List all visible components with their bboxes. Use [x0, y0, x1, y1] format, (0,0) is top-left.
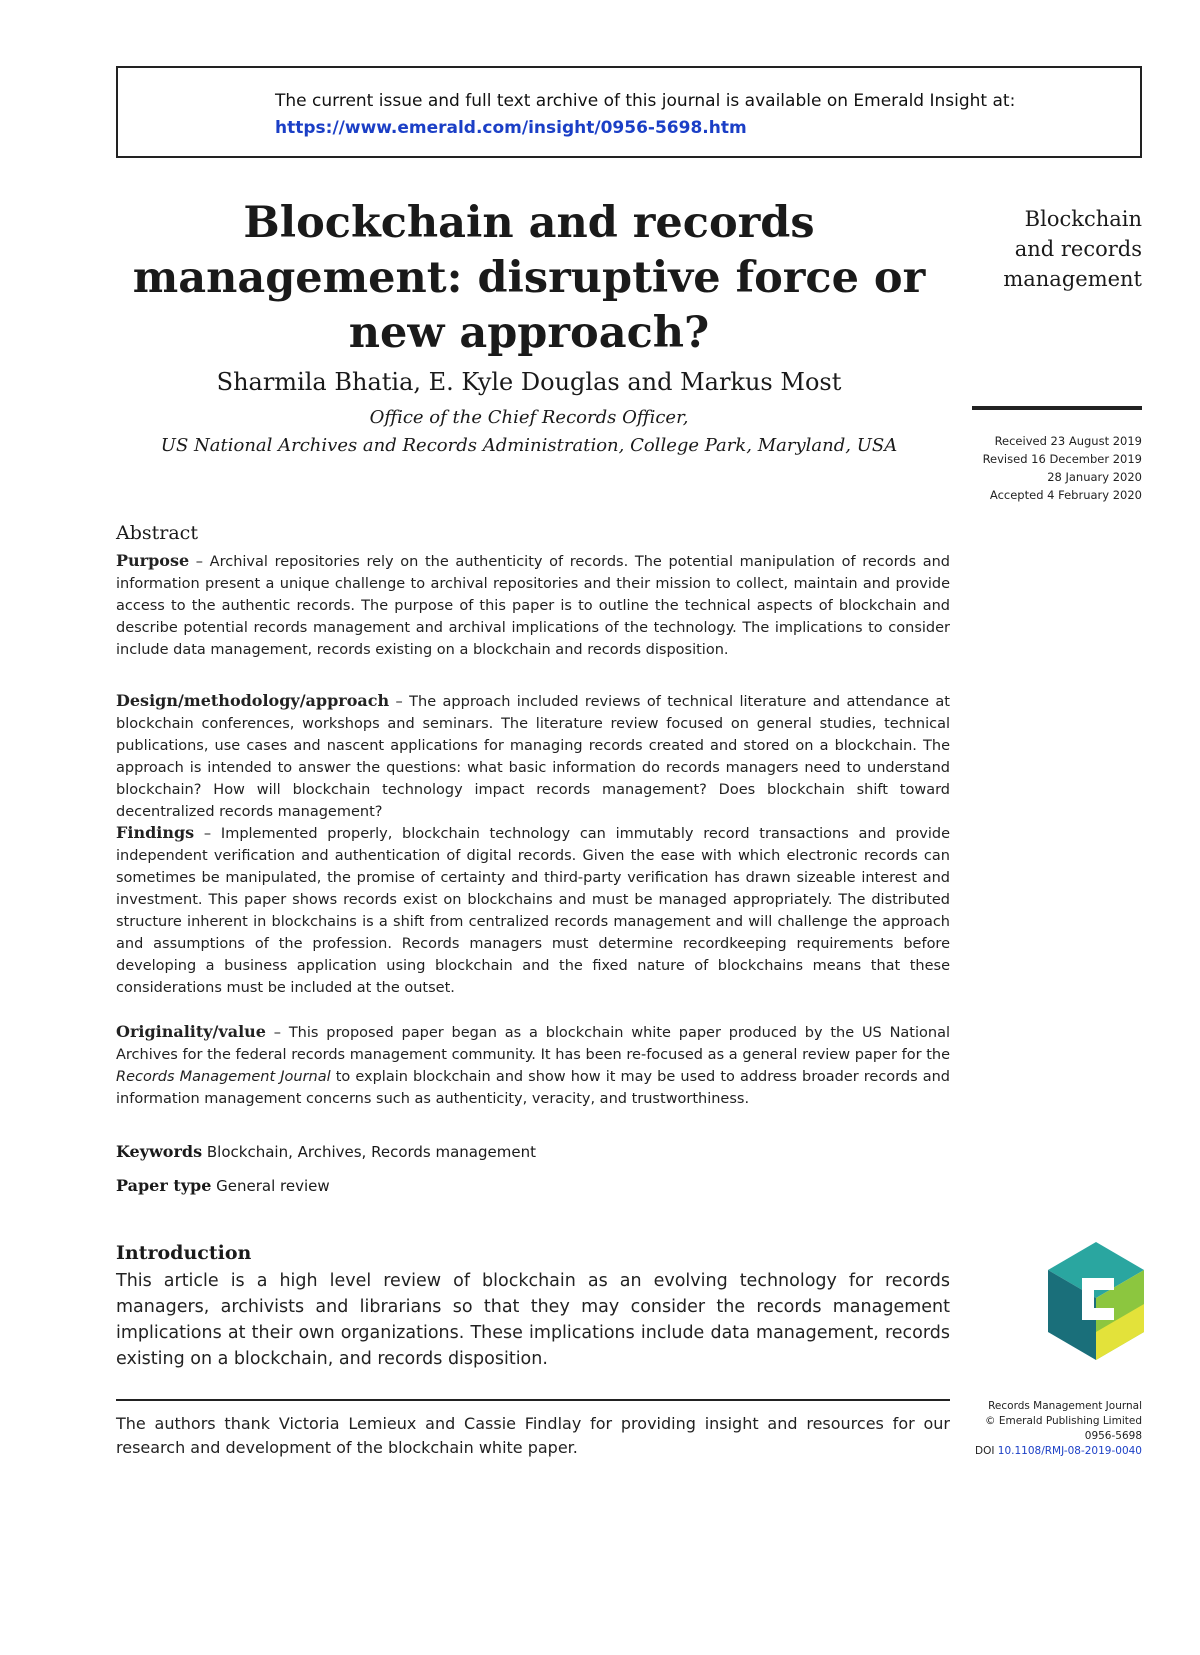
running-head: [970, 204, 1142, 294]
issn: 0956-5698: [1084, 1430, 1142, 1442]
journal-name-italic: Records Management Journal: [116, 1069, 331, 1085]
keywords: [116, 1142, 536, 1161]
doi-line: [950, 1444, 1142, 1459]
emerald-logo-icon: [1048, 1242, 1144, 1360]
submission-dates: [958, 432, 1142, 504]
findings-label: Findings: [116, 823, 195, 842]
keywords-label: Keywords: [116, 1142, 203, 1161]
publisher-copyright: © Emerald Publishing Limited: [985, 1415, 1142, 1427]
abstract-design: [116, 690, 950, 823]
date-received: Received 23 August 2019: [994, 434, 1142, 448]
paper-type-text: General review: [216, 1177, 330, 1195]
keywords-text: Blockchain, Archives, Records management: [206, 1143, 536, 1161]
date-revised: Revised 16 December 2019: [982, 452, 1142, 466]
date-accepted: Accepted 4 February 2020: [989, 488, 1142, 502]
running-head-line: management: [1003, 267, 1142, 291]
originality-text: – This proposed paper began as a blockchain white paper produced by the US National Archives for the federal records management community. It has been re-focused as a general review paper for the: [116, 1025, 950, 1063]
journal-info: [950, 1399, 1142, 1459]
design-label: Design/methodology/approach: [116, 691, 390, 710]
notice-text: The current issue and full text archive of this journal is available on Emerald Insight at:: [275, 91, 1016, 111]
date-revised-2: 28 January 2020: [1047, 470, 1142, 484]
journal-name: Records Management Journal: [988, 1400, 1142, 1412]
abstract-originality: [116, 1021, 950, 1110]
acknowledgement-footnote: The authors thank Victoria Lemieux and Cassie Findlay for providing insight and resources for our research and development of the blockchain white paper.: [116, 1414, 950, 1457]
originality-label: Originality/value: [116, 1022, 266, 1041]
paper-type: [116, 1176, 330, 1195]
paper-type-label: Paper type: [116, 1176, 212, 1195]
introduction-paragraph: This article is a high level review of blockchain as an evolving technology for records managers, archivists and librarians so that they may consider the records management implications at their own organizations. These implications include data management, records existing on a blockchain, and records disposition.: [116, 1271, 950, 1369]
doi-label: DOI: [974, 1445, 995, 1457]
findings-text: – Implemented properly, blockchain technology can immutably record transactions and provide independent verification and authentication of digital records. Given the ease with which electronic records can sometimes be manipulated, the promise of certainty and third-party verification has drawn sizeable interest and investment. This paper shows records exist on blockchains and must be managed appropriately. The distributed structure inherent in blockchains is a shift from centralized records management and will challenge the approach and assumptions of the profession. Records managers must determine recordkeeping requirements before developing a business application using blockchain and the fixed nature of blockchains means that these considerations must be included at the outset.: [116, 826, 950, 996]
author-affiliation: [110, 404, 948, 460]
purpose-text: – Archival repositories rely on the authenticity of records. The potential manipulation of records and information present a unique challenge to archival repositories and their mission to collect, maintain and provide access to the authentic records. The purpose of this paper is to outline the technical aspects of blockchain and describe potential records management and archival implications of the technology. The implications to consider include data management, records existing on a blockchain and records disposition.: [116, 554, 950, 658]
introduction-heading: Introduction: [116, 1242, 252, 1264]
design-text: – The approach included reviews of technical literature and attendance at blockchain conferences, workshops and seminars. The literature review focused on general studies, technical publications, use cases and nascent applications for managing records created and stored on a blockchain. The approach is intended to answer the questions: what basic information do records managers need to understand blockchain? How will blockchain technology impact records management? Does blockchain shift toward decentralized records management?: [116, 694, 950, 820]
affiliation-line-2: US National Archives and Records Administration, College Park, Maryland, USA: [160, 435, 898, 456]
abstract-findings: [116, 822, 950, 999]
author-list: Sharmila Bhatia, E. Kyle Douglas and Markus Most: [216, 368, 842, 396]
journal-url-link[interactable]: https://www.emerald.com/insight/0956-5698.htm: [275, 118, 747, 138]
margin-divider: [972, 406, 1142, 410]
running-head-line: Blockchain: [1024, 207, 1142, 231]
journal-availability-notice: [116, 66, 1142, 158]
purpose-label: Purpose: [116, 551, 190, 570]
paper-title: Blockchain and records management: disruptive force or new approach?: [132, 198, 926, 358]
originality-text-end: to explain blockchain and show how it may be used to address broader records and information management concerns such as authenticity, veracity, and trustworthiness.: [116, 1069, 951, 1107]
doi-link[interactable]: 10.1108/RMJ-08-2019-0040: [997, 1445, 1142, 1457]
running-head-line: and records: [1014, 237, 1142, 261]
affiliation-line-1: Office of the Chief Records Officer,: [369, 407, 689, 428]
abstract-purpose: [116, 550, 950, 661]
abstract-heading: Abstract: [116, 522, 198, 544]
footnote-divider: [116, 1399, 950, 1401]
